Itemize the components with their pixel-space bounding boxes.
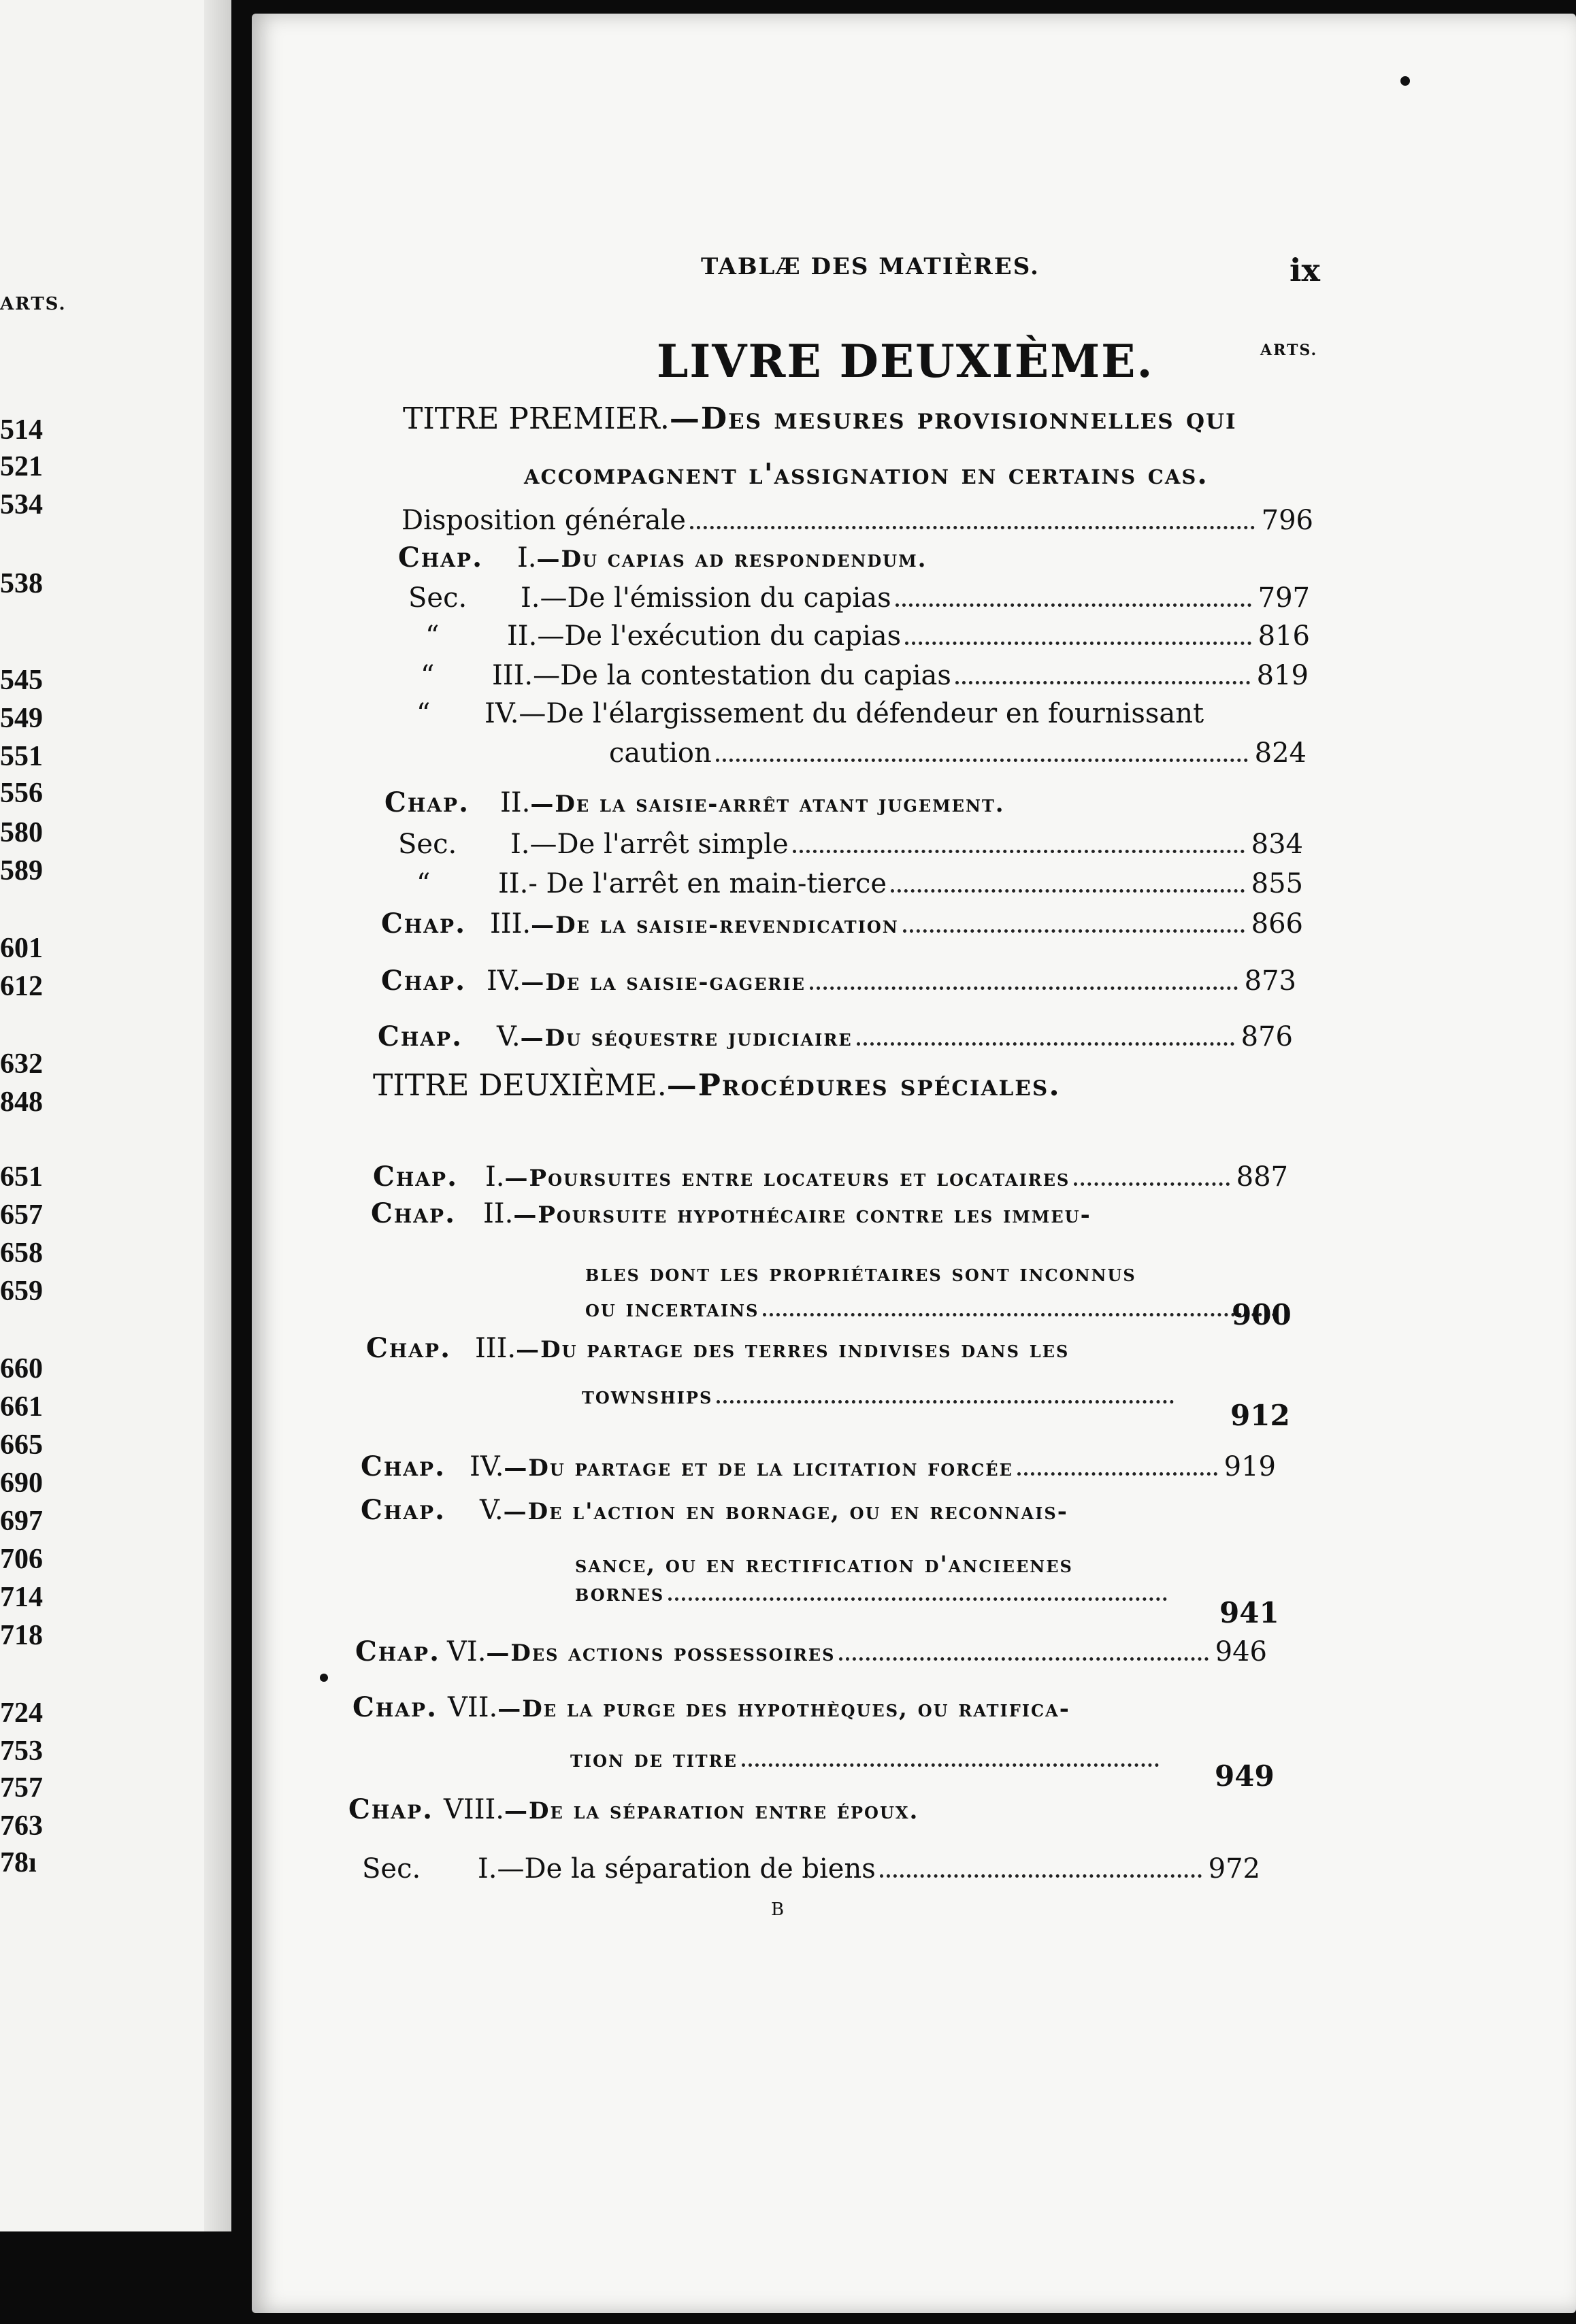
entry-page: 873 bbox=[1244, 965, 1296, 997]
left-arts-header: ARTS. bbox=[0, 294, 67, 314]
entry-page: 797 bbox=[1258, 582, 1310, 614]
toc-entry bbox=[348, 1793, 919, 1825]
entry-number: IV. bbox=[485, 698, 519, 729]
left-article-number: 538 bbox=[0, 568, 43, 599]
entry-number: II. bbox=[483, 1198, 514, 1229]
entry-page: 900 bbox=[1232, 1298, 1292, 1331]
entry-title-continued: sance, ou en rectification d'ancieenes bbox=[575, 1551, 1073, 1578]
entry-label: Chap. bbox=[381, 965, 466, 997]
entry-title: —Du partage et de la licitation forcée bbox=[504, 1455, 1013, 1482]
leader-dots bbox=[810, 986, 1238, 990]
left-article-number: 514 bbox=[0, 414, 43, 446]
left-article-number: 657 bbox=[0, 1199, 43, 1231]
entry-title-continued: ou incertains bbox=[585, 1295, 759, 1323]
entry-page: 912 bbox=[1230, 1399, 1290, 1432]
entry-title-continued: bornes bbox=[575, 1580, 665, 1607]
left-article-number: 718 bbox=[0, 1620, 43, 1651]
toc-entry bbox=[352, 1691, 1070, 1723]
entry-page: 824 bbox=[1254, 737, 1307, 769]
left-article-number: 661 bbox=[0, 1391, 43, 1423]
entry-title-continued: caution bbox=[609, 737, 712, 769]
entry-page: 887 bbox=[1236, 1161, 1288, 1193]
entry-number: VI. bbox=[447, 1636, 487, 1667]
entry-number: VIII. bbox=[444, 1794, 505, 1825]
titre-premier-text-line2: accompagnent l'assignation en certains cas. bbox=[524, 457, 1209, 491]
left-article-number: 651 bbox=[0, 1161, 43, 1193]
entry-label: “ bbox=[425, 620, 440, 652]
titre-deuxieme-heading bbox=[373, 1068, 1061, 1103]
entry-title: —Du partage des terres indivises dans les bbox=[516, 1336, 1070, 1363]
entry-title-continued: bles dont les propriétaires sont inconnus bbox=[585, 1260, 1136, 1287]
entry-number: IV. bbox=[487, 965, 521, 997]
entry-title: —De la contestation du capias bbox=[533, 660, 951, 691]
left-article-number: 659 bbox=[0, 1276, 43, 1307]
entry-title-continued: tion de titre bbox=[570, 1746, 738, 1773]
entry-page: 919 bbox=[1224, 1451, 1276, 1482]
toc-entry bbox=[371, 1197, 1091, 1229]
entry-label: Chap. bbox=[348, 1793, 433, 1825]
entry-title: - De l'arrêt en main-tierce bbox=[528, 868, 887, 899]
leader-dots bbox=[955, 681, 1250, 684]
entry-number: VII. bbox=[448, 1692, 498, 1723]
toc-entry-continuation bbox=[585, 1295, 1283, 1323]
entry-title: —De l'action en bornage, ou en reconnais- bbox=[503, 1498, 1068, 1525]
leader-dots bbox=[717, 1400, 1174, 1404]
entry-label: “ bbox=[416, 698, 431, 729]
entry-page: 972 bbox=[1208, 1853, 1260, 1885]
toc-entry bbox=[362, 1853, 1260, 1885]
page-gutter bbox=[204, 0, 231, 2231]
entry-label: Chap. bbox=[384, 786, 470, 818]
left-article-number: 848 bbox=[0, 1086, 43, 1118]
entry-label: Chap. bbox=[361, 1450, 446, 1482]
entry-title: —De l'élargissement du défendeur en fournissant bbox=[519, 698, 1204, 729]
titre-premier-label: TITRE PREMIER. bbox=[403, 401, 670, 436]
leader-dots bbox=[839, 1657, 1208, 1661]
titre-premier-text: —Des mesures provisionnelles qui bbox=[669, 401, 1237, 436]
leader-dots bbox=[880, 1874, 1202, 1878]
left-article-number: 534 bbox=[0, 489, 43, 520]
left-article-number: 521 bbox=[0, 451, 43, 482]
entry-label: Chap. bbox=[398, 542, 483, 574]
leader-dots bbox=[857, 1042, 1234, 1046]
left-article-number: 690 bbox=[0, 1467, 43, 1499]
entry-label: Chap. bbox=[371, 1197, 456, 1229]
leader-dots bbox=[742, 1763, 1159, 1767]
entry-label: Disposition générale bbox=[401, 505, 686, 536]
livre-title: LIVRE DEUXIÈME. bbox=[657, 335, 1154, 388]
entry-label: Chap. bbox=[366, 1332, 451, 1364]
scan-speck bbox=[320, 1674, 328, 1682]
left-article-number: 551 bbox=[0, 741, 43, 772]
entry-title: —Des actions possessoires bbox=[486, 1640, 836, 1667]
left-article-number: 724 bbox=[0, 1697, 43, 1729]
toc-entry-continuation bbox=[570, 1746, 1166, 1773]
entry-page: 796 bbox=[1261, 505, 1313, 536]
toc-entry bbox=[408, 582, 1310, 614]
left-article-number: 714 bbox=[0, 1582, 43, 1613]
entry-number: II. bbox=[500, 787, 531, 818]
entry-label: Chap. bbox=[378, 1020, 463, 1052]
entry-page: 816 bbox=[1258, 620, 1310, 652]
left-article-number: 753 bbox=[0, 1736, 43, 1767]
leader-dots bbox=[763, 1313, 1276, 1316]
entry-number: III. bbox=[492, 660, 533, 691]
entry-number: I. bbox=[478, 1853, 497, 1885]
entry-number: V. bbox=[480, 1495, 504, 1526]
titre-premier-heading bbox=[403, 401, 1237, 436]
toc-entry bbox=[361, 1494, 1068, 1526]
entry-number: I. bbox=[510, 829, 530, 860]
entry-label: Chap. bbox=[355, 1636, 440, 1667]
toc-entry bbox=[384, 786, 1005, 818]
toc-entry bbox=[416, 698, 1204, 729]
toc-entry bbox=[378, 1020, 1293, 1052]
left-article-number: 549 bbox=[0, 703, 43, 734]
leader-dots bbox=[716, 759, 1248, 762]
entry-title: —De l'exécution du capias bbox=[537, 620, 902, 652]
entry-label: Chap. bbox=[361, 1494, 446, 1526]
leader-dots bbox=[668, 1597, 1167, 1601]
leader-dots bbox=[891, 889, 1245, 893]
toc-entry-continuation bbox=[609, 737, 1307, 769]
leader-dots bbox=[896, 603, 1251, 607]
entry-number: III. bbox=[490, 908, 531, 940]
left-article-number: 706 bbox=[0, 1544, 43, 1575]
entry-label: “ bbox=[416, 868, 431, 899]
toc-entry bbox=[425, 620, 1310, 652]
entry-number: V. bbox=[497, 1021, 521, 1052]
entry-title: —De la saisie-gagerie bbox=[521, 969, 806, 996]
entry-title: —De la séparation entre époux. bbox=[504, 1797, 919, 1825]
leader-dots bbox=[1017, 1472, 1217, 1476]
entry-title: —De la saisie-revendication bbox=[531, 912, 899, 939]
entry-title: —De l'émission du capias bbox=[540, 582, 891, 614]
entry-number: II. bbox=[507, 620, 538, 652]
entry-label: Sec. bbox=[398, 829, 457, 860]
toc-entry bbox=[401, 505, 1313, 536]
entry-title: —Poursuites entre locateurs et locataires bbox=[504, 1165, 1070, 1192]
entry-page: 946 bbox=[1215, 1636, 1267, 1667]
signature-mark: B bbox=[771, 1899, 785, 1920]
toc-entry bbox=[355, 1636, 1267, 1667]
entry-number: IV. bbox=[470, 1451, 504, 1482]
entry-number: I. bbox=[521, 582, 540, 614]
entry-page: 819 bbox=[1256, 660, 1309, 691]
left-article-number: 580 bbox=[0, 817, 43, 848]
entry-title: —De la saisie-arrêt atant jugement. bbox=[530, 791, 1005, 818]
entry-page: 866 bbox=[1251, 908, 1303, 940]
toc-entry bbox=[398, 829, 1303, 860]
left-article-number: 757 bbox=[0, 1772, 43, 1804]
titre-deuxieme-label: TITRE DEUXIÈME. bbox=[373, 1068, 667, 1103]
left-article-number: 697 bbox=[0, 1506, 43, 1537]
left-article-number: 632 bbox=[0, 1048, 43, 1080]
entry-label: Sec. bbox=[362, 1853, 421, 1885]
entry-number: I. bbox=[485, 1161, 505, 1193]
running-title: TABLÆ DES MATIÈRES. bbox=[701, 253, 1040, 280]
left-article-number: 763 bbox=[0, 1810, 43, 1842]
toc-entry-continuation bbox=[575, 1580, 1174, 1607]
leader-dots bbox=[903, 929, 1245, 933]
leader-dots bbox=[905, 642, 1251, 645]
entry-title: —De la séparation de biens bbox=[497, 1853, 876, 1885]
left-article-number: 601 bbox=[0, 933, 43, 964]
entry-title: —De l'arrêt simple bbox=[529, 829, 789, 860]
entry-title: —Poursuite hypothécaire contre les immeu- bbox=[513, 1201, 1091, 1229]
left-article-number: 660 bbox=[0, 1353, 43, 1384]
entry-number: I. bbox=[517, 542, 537, 574]
left-article-number: 556 bbox=[0, 778, 43, 809]
toc-entry bbox=[381, 965, 1296, 997]
entry-page: 949 bbox=[1215, 1759, 1275, 1793]
folio: ix bbox=[1290, 252, 1320, 288]
entry-label: Chap. bbox=[373, 1161, 458, 1193]
left-article-number: 658 bbox=[0, 1238, 43, 1269]
leader-dots bbox=[690, 526, 1255, 529]
left-article-number: 589 bbox=[0, 855, 43, 886]
entry-title-continued: townships bbox=[582, 1382, 713, 1410]
entry-title: —Du séquestre judiciaire bbox=[520, 1025, 853, 1052]
entry-page: 876 bbox=[1241, 1021, 1293, 1052]
entry-number: II. bbox=[498, 868, 529, 899]
left-article-number: 78ı bbox=[0, 1847, 37, 1878]
left-article-number: 545 bbox=[0, 665, 43, 696]
toc-entry bbox=[381, 908, 1303, 940]
toc-entry bbox=[373, 1161, 1288, 1193]
left-article-number: 612 bbox=[0, 971, 43, 1002]
left-article-number: 665 bbox=[0, 1429, 43, 1461]
entry-page: 834 bbox=[1251, 829, 1303, 860]
toc-entry-continuation bbox=[582, 1382, 1181, 1410]
entry-title: —De la purge des hypothèques, ou ratifica- bbox=[497, 1695, 1070, 1723]
toc-entry bbox=[361, 1450, 1276, 1482]
toc-entry bbox=[366, 1332, 1069, 1364]
arts-column-header: ARTS. bbox=[1260, 342, 1318, 359]
entry-label: Chap. bbox=[381, 908, 466, 940]
leader-dots bbox=[793, 850, 1245, 853]
entry-label: Chap. bbox=[352, 1691, 438, 1723]
entry-label: Sec. bbox=[408, 582, 467, 614]
entry-title: —Du capias ad respondendum. bbox=[536, 546, 927, 573]
toc-entry bbox=[398, 542, 927, 574]
titre-deuxieme-text: —Procédures spéciales. bbox=[666, 1068, 1061, 1103]
entry-page: 855 bbox=[1251, 868, 1303, 899]
leader-dots bbox=[1074, 1182, 1229, 1186]
entry-page: 941 bbox=[1219, 1596, 1279, 1629]
toc-entry bbox=[421, 660, 1309, 691]
entry-number: III. bbox=[475, 1333, 516, 1364]
scan-speck bbox=[1400, 76, 1410, 86]
toc-entry bbox=[416, 868, 1303, 899]
entry-label: “ bbox=[421, 660, 435, 691]
